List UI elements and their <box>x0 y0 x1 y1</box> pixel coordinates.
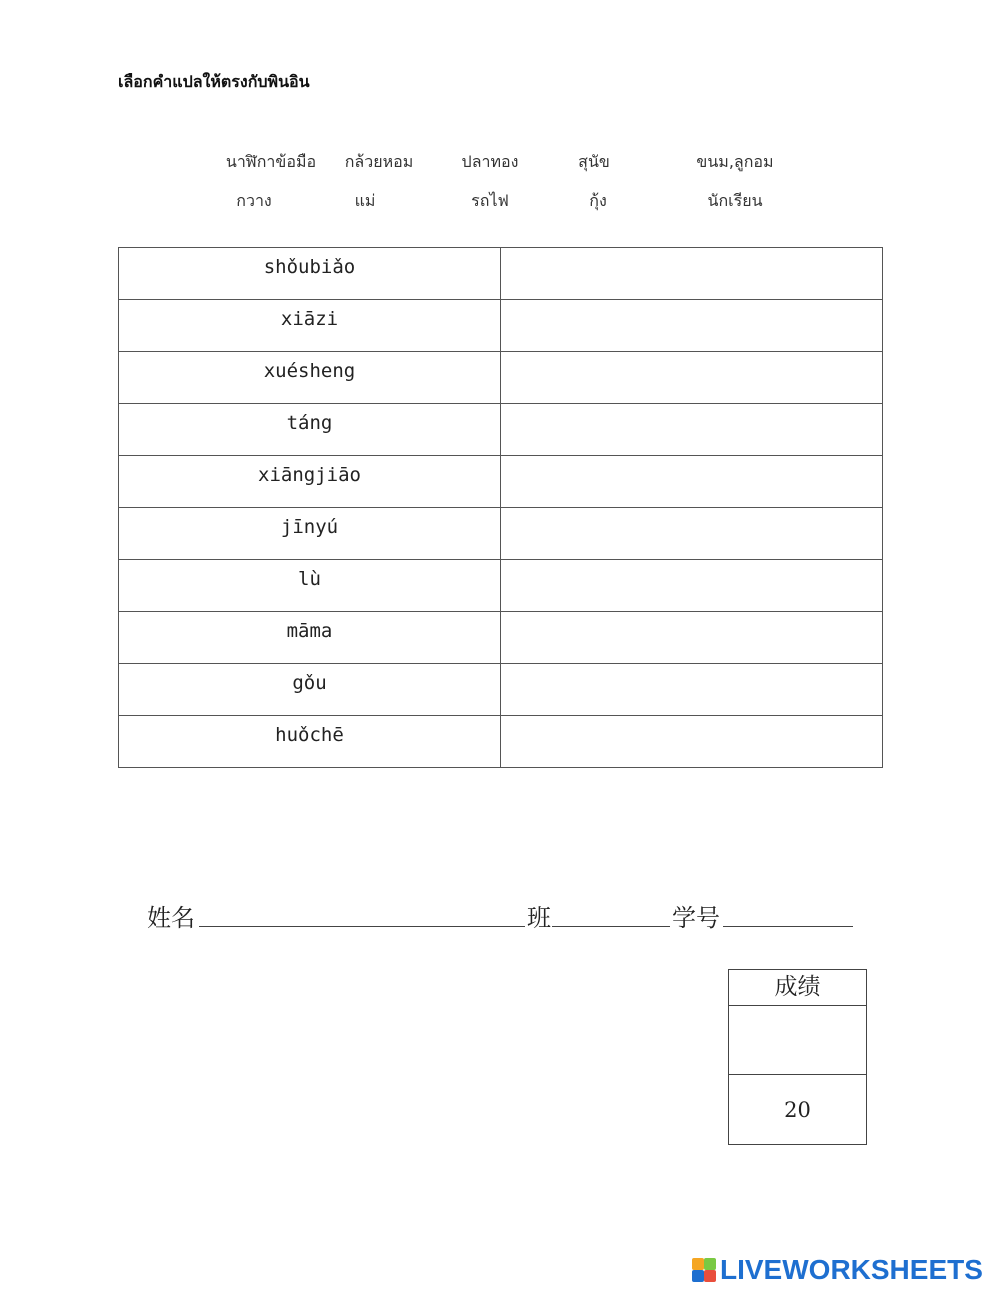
table-row <box>119 716 883 768</box>
word-bank <box>200 146 800 218</box>
name-label: 姓名 <box>147 904 195 932</box>
student-info-line <box>147 896 857 932</box>
table-row <box>119 456 883 508</box>
pinyin-cell: xiāngjiāo <box>119 456 501 508</box>
table-row <box>119 404 883 456</box>
answer-input[interactable] <box>501 248 882 299</box>
pinyin-cell: lù <box>119 560 501 612</box>
score-value <box>729 1006 866 1075</box>
pinyin-cell: māma <box>119 612 501 664</box>
pinyin-cell: xiāzi <box>119 300 501 352</box>
liveworksheets-brand[interactable] <box>692 1254 983 1286</box>
table-row <box>119 300 883 352</box>
word-bank-item: ขนม,ลูกอม <box>696 152 774 171</box>
table-row <box>119 248 883 300</box>
answer-cell <box>501 248 883 300</box>
answer-input[interactable] <box>501 612 882 663</box>
pinyin-cell: huǒchē <box>119 716 501 768</box>
table-row <box>119 612 883 664</box>
answer-input[interactable] <box>501 404 882 455</box>
score-max: 20 <box>784 1098 811 1122</box>
student-number-label: 学号 <box>672 904 720 932</box>
answer-input[interactable] <box>501 300 882 351</box>
answer-cell <box>501 508 883 560</box>
word-bank-item: กุ้ง <box>589 191 607 210</box>
score-title: 成绩 <box>729 970 866 1006</box>
word-bank-item: กวาง <box>236 191 272 210</box>
word-bank-item: ปลาทอง <box>461 152 519 171</box>
answer-cell <box>501 612 883 664</box>
student-number-blank-line[interactable] <box>723 926 853 927</box>
word-bank-item: สุนัข <box>578 152 610 171</box>
answer-cell <box>501 716 883 768</box>
answer-table <box>118 247 883 768</box>
answer-input[interactable] <box>501 352 882 403</box>
instruction-heading: เลือกคำแปลให้ตรงกับพินอิน <box>118 72 310 91</box>
brand-text: LIVEWORKSHEETS <box>720 1254 983 1285</box>
answer-input[interactable] <box>501 456 882 507</box>
answer-input[interactable] <box>501 716 882 767</box>
word-bank-item: นักเรียน <box>707 191 763 210</box>
answer-cell <box>501 352 883 404</box>
table-row <box>119 560 883 612</box>
class-blank-line[interactable] <box>552 926 670 927</box>
pinyin-cell: xuésheng <box>119 352 501 404</box>
answer-cell <box>501 664 883 716</box>
word-bank-item: แม่ <box>354 191 376 210</box>
score-box <box>728 969 867 1145</box>
word-bank-item: กล้วยหอม <box>344 152 414 171</box>
name-blank-line[interactable] <box>199 926 525 927</box>
class-label: 班 <box>527 904 551 932</box>
answer-cell <box>501 404 883 456</box>
table-row <box>119 352 883 404</box>
table-row <box>119 664 883 716</box>
table-row <box>119 508 883 560</box>
liveworksheets-logo-icon <box>692 1258 716 1282</box>
pinyin-cell: gǒu <box>119 664 501 716</box>
answer-cell <box>501 560 883 612</box>
answer-input[interactable] <box>501 560 882 611</box>
answer-input[interactable] <box>501 508 882 559</box>
pinyin-cell: táng <box>119 404 501 456</box>
word-bank-item: รถไฟ <box>471 191 509 210</box>
pinyin-cell: jīnyú <box>119 508 501 560</box>
pinyin-cell: shǒubiǎo <box>119 248 501 300</box>
answer-cell <box>501 456 883 508</box>
answer-input[interactable] <box>501 664 882 715</box>
word-bank-item: นาฬิกาข้อมือ <box>225 152 317 171</box>
answer-cell <box>501 300 883 352</box>
